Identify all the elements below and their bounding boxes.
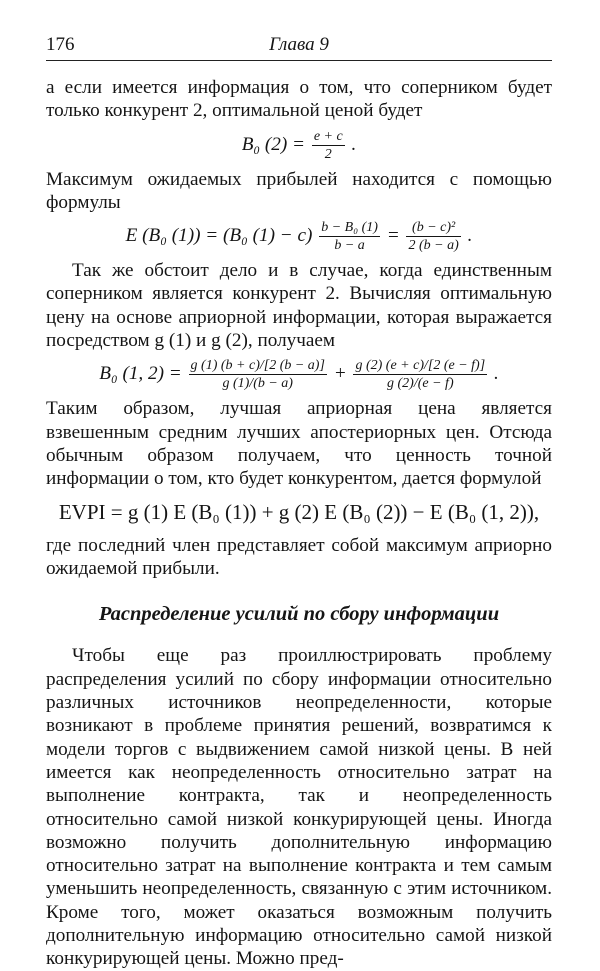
equation-b0-2 bbox=[46, 128, 552, 163]
paragraph-3: Так же обстоит дело и в случае, когда единственным соперником является конкурент 2. Вычисляя оптимальную цену на основе априорной информации, которая выражается посредством g (1) и g (2), получаем bbox=[46, 260, 552, 352]
equation-evpi bbox=[46, 501, 552, 524]
page-number: 176 bbox=[46, 34, 75, 55]
fraction-2 bbox=[406, 219, 460, 254]
denominator-2: 2 (b − a) bbox=[408, 238, 459, 254]
paragraph-5: где последний член представляет собой максимум априорно ожидаемой прибыли. bbox=[46, 534, 552, 580]
equation-end: . bbox=[351, 133, 357, 155]
equation-b0-1-2 bbox=[46, 357, 552, 392]
fraction bbox=[312, 128, 345, 163]
numerator-1: g (1) (b + c)/[2 (b − a)] bbox=[190, 358, 325, 374]
denominator-1: b − a bbox=[319, 236, 380, 254]
equation-end: . bbox=[467, 225, 473, 247]
paragraph-6: Чтобы еще раз проиллюстрировать проблему распределения усилий по сбору информации относительно различных источников неопределенности, которые возникают в проблеме принятия решений, возвратимся к модели торгов с выдвижением самой низкой цены. В ней имеется как неопределенность относительно затрат на выполнение контракта, так и неопределенность относительно самой низкой конкурирующей цены. Иногда возможно получить дополнительную информацию относительно затрат на выполнение контракта и тем самым уменьшить неопределенность, связанную с этим источником. Кроме того, может оказаться возможным получить дополнительную информацию относительно самой низкой конкурирующей цены. Можно пред- bbox=[46, 645, 552, 970]
header-rule bbox=[46, 60, 552, 61]
numerator-2: (b − c)² bbox=[412, 220, 456, 236]
evpi-formula: EVPI = g (1) E (B₀ (1)) + g (2) E (B₀ (2)) − E (B₀ (1, 2)), bbox=[58, 499, 540, 524]
fraction-2 bbox=[353, 357, 487, 392]
plus-sign: + bbox=[333, 363, 347, 385]
equation-lhs: E (B₀ (1)) = (B₀ (1) − c) bbox=[125, 225, 313, 247]
numerator-2: g (2) (e + c)/[2 (e − f)] bbox=[355, 358, 486, 374]
equation-lhs: B₀ (1, 2) = bbox=[99, 363, 182, 385]
paragraph-2: Максимум ожидаемых прибылей находится с помощью формулы bbox=[46, 168, 552, 213]
numerator: e + c bbox=[313, 128, 343, 144]
equation-lhs: B₀ (2) = bbox=[241, 133, 306, 155]
numerator-1: b − B₀ (1) bbox=[321, 220, 378, 236]
fraction-1 bbox=[319, 219, 380, 254]
running-header bbox=[46, 34, 552, 60]
equation-end: . bbox=[493, 363, 499, 385]
chapter-title: Глава 9 bbox=[269, 34, 329, 55]
denominator: 2 bbox=[312, 145, 345, 163]
paragraph-1: а если имеется информация о том, что соперником будет только конкурент 2, оптимальной ценой будет bbox=[46, 77, 552, 122]
section-heading: Распределение усилий по сбору информации bbox=[98, 603, 500, 626]
equation-expected-profit bbox=[46, 219, 552, 254]
equals-sign: = bbox=[386, 225, 400, 247]
fraction-1 bbox=[189, 357, 327, 392]
paragraph-4: Таким образом, лучшая априорная цена является взвешенным средним лучших апостериорных цен. Отсюда обычным образом получаем, что ценность точной информации о том, кто будет конкурентом, дается формулой bbox=[46, 398, 552, 490]
page-body bbox=[46, 76, 552, 971]
denominator-1: g (1)/(b − a) bbox=[189, 374, 327, 392]
denominator-2: g (2)/(e − f) bbox=[353, 374, 487, 392]
